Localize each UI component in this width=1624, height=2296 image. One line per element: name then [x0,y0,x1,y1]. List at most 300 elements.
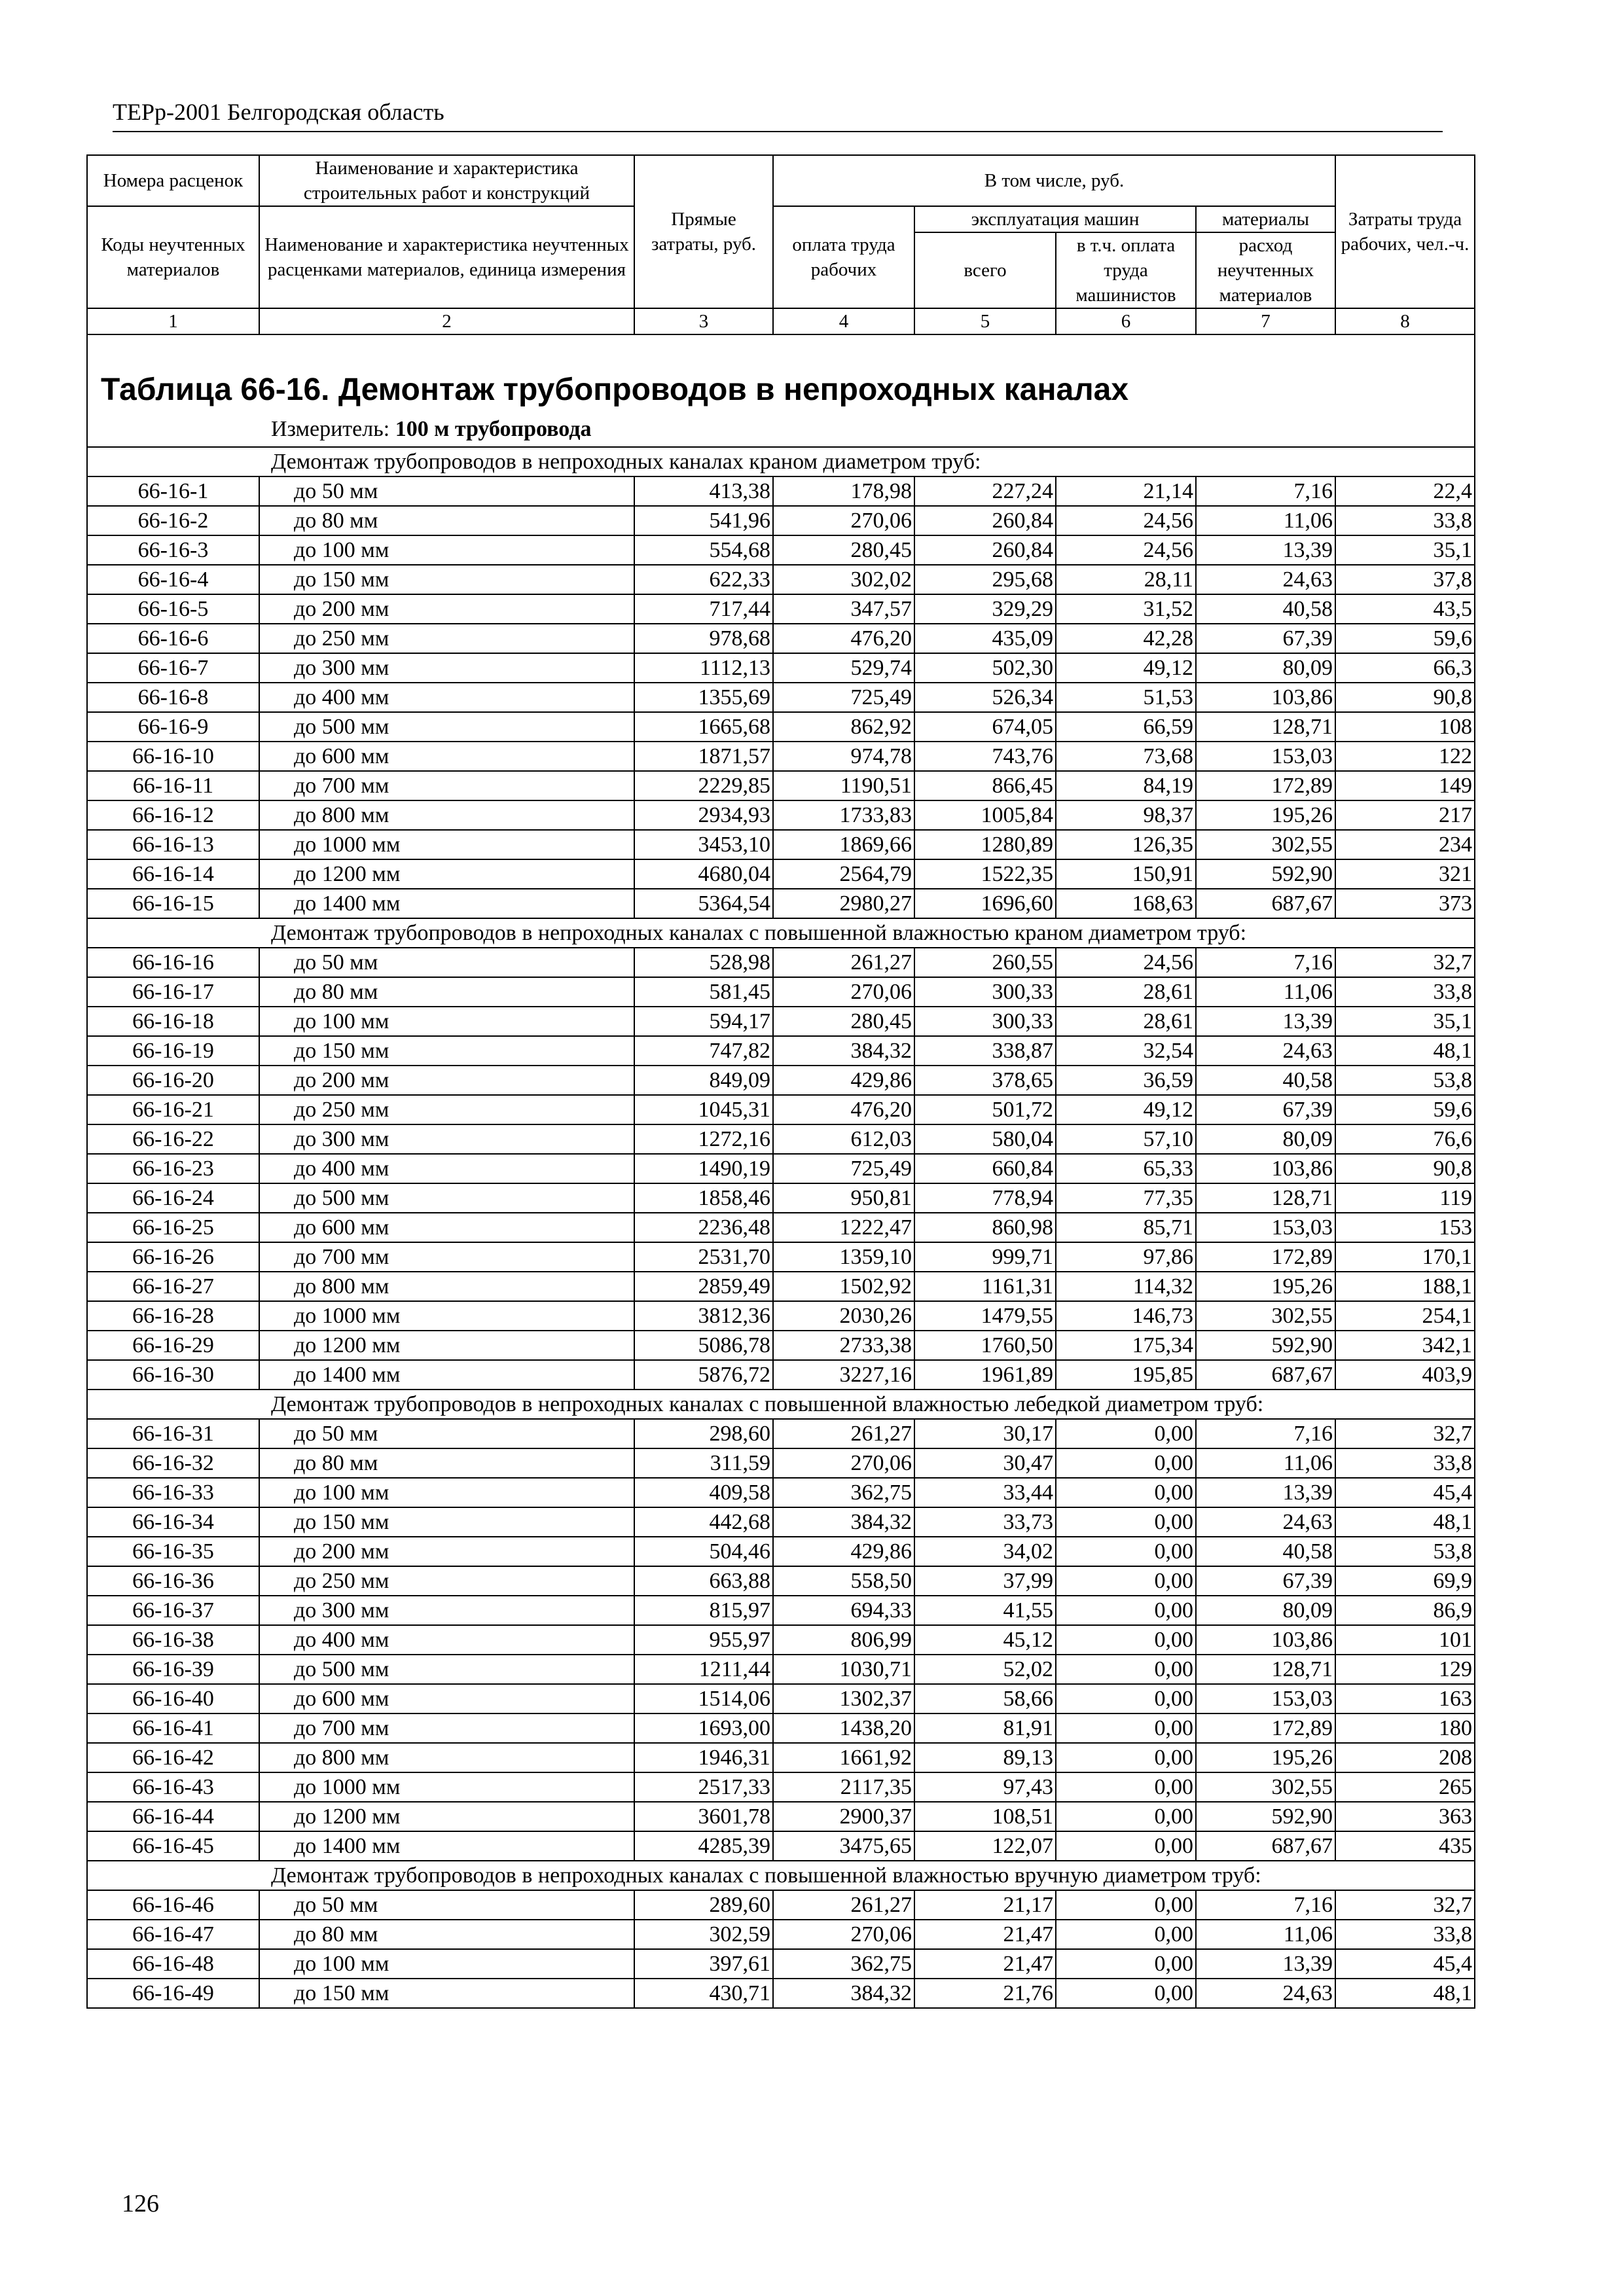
table-row [87,1213,1475,1242]
rate-code-cell: 66-16-35 [87,1537,259,1566]
section-header-row [87,918,1475,948]
materials-consumption-cell: 687,67 [1196,1360,1335,1390]
direct-costs-cell: 541,96 [634,506,773,535]
materials-consumption-cell: 592,90 [1196,859,1335,889]
materials-consumption-header: расход неучтенных материалов [1196,232,1335,308]
work-name-cell: до 700 мм [259,771,634,800]
workers-wages-cell: 429,86 [773,1066,914,1095]
workers-wages-cell: 558,50 [773,1566,914,1596]
operators-wages-cell: 0,00 [1056,1625,1196,1655]
labor-costs-cell: 254,1 [1335,1301,1475,1331]
materials-consumption-cell: 592,90 [1196,1802,1335,1831]
direct-costs-cell: 409,58 [634,1478,773,1507]
rate-code-cell: 66-16-11 [87,771,259,800]
rate-code-cell: 66-16-22 [87,1124,259,1154]
materials-consumption-cell: 302,55 [1196,1301,1335,1331]
workers-wages-cell: 270,06 [773,1920,914,1949]
col1-top-header: Номера расценок [87,155,259,206]
operators-wages-cell: 0,00 [1056,1655,1196,1684]
column-number: 5 [914,308,1056,334]
table-row [87,1979,1475,2008]
machines-total-cell: 81,91 [914,1713,1056,1743]
work-name-cell: до 500 мм [259,1183,634,1213]
operators-wages-cell: 195,85 [1056,1360,1196,1390]
direct-costs-cell: 1490,19 [634,1154,773,1183]
table-row [87,977,1475,1007]
materials-consumption-cell: 103,86 [1196,1625,1335,1655]
page-number: 126 [122,2190,159,2217]
table-row [87,1831,1475,1861]
machines-total-cell: 1479,55 [914,1301,1056,1331]
rate-code-cell: 66-16-10 [87,742,259,771]
direct-costs-cell: 2236,48 [634,1213,773,1242]
rate-code-cell: 66-16-47 [87,1920,259,1949]
machines-total-cell: 338,87 [914,1036,1056,1066]
labor-costs-cell: 373 [1335,889,1475,918]
machines-total-cell: 227,24 [914,476,1056,506]
workers-wages-cell: 261,27 [773,1890,914,1920]
workers-wages-cell: 2900,37 [773,1802,914,1831]
work-name-cell: до 250 мм [259,624,634,653]
materials-consumption-cell: 13,39 [1196,535,1335,565]
work-name-cell: до 200 мм [259,594,634,624]
labor-costs-header: Затраты труда рабочих, чел.-ч. [1335,155,1475,308]
work-name-cell: до 150 мм [259,565,634,594]
machines-total-cell: 660,84 [914,1154,1056,1183]
direct-costs-cell: 302,59 [634,1920,773,1949]
work-name-cell: до 400 мм [259,683,634,712]
labor-costs-cell: 35,1 [1335,1007,1475,1036]
rate-code-cell: 66-16-37 [87,1596,259,1625]
rate-code-cell: 66-16-29 [87,1331,259,1360]
materials-consumption-cell: 128,71 [1196,1655,1335,1684]
direct-costs-cell: 1355,69 [634,683,773,712]
operators-wages-cell: 0,00 [1056,1684,1196,1713]
direct-costs-header: Прямые затраты, руб. [634,155,773,308]
machines-total-cell: 21,47 [914,1949,1056,1979]
table-row [87,1684,1475,1713]
machines-total-cell: 30,17 [914,1419,1056,1448]
rate-code-cell: 66-16-26 [87,1242,259,1272]
col2-top-header: Наименование и характеристика строительных работ и конструкций [259,155,634,206]
labor-costs-cell: 22,4 [1335,476,1475,506]
machines-total-cell: 743,76 [914,742,1056,771]
table-row [87,889,1475,918]
rate-code-cell: 66-16-19 [87,1036,259,1066]
labor-costs-cell: 37,8 [1335,565,1475,594]
materials-consumption-cell: 40,58 [1196,1537,1335,1566]
direct-costs-cell: 1946,31 [634,1743,773,1772]
materials-consumption-cell: 103,86 [1196,1154,1335,1183]
rate-code-cell: 66-16-45 [87,1831,259,1861]
materials-header: материалы [1196,206,1335,232]
page-header: ТЕРр-2001 Белгородская область [113,99,444,125]
table-row [87,1124,1475,1154]
table-row [87,1566,1475,1596]
rate-code-cell: 66-16-5 [87,594,259,624]
materials-consumption-cell: 13,39 [1196,1478,1335,1507]
direct-costs-cell: 1858,46 [634,1183,773,1213]
machines-total-cell: 52,02 [914,1655,1056,1684]
column-number: 7 [1196,308,1335,334]
labor-costs-cell: 33,8 [1335,977,1475,1007]
table-row [87,800,1475,830]
rate-code-cell: 66-16-4 [87,565,259,594]
column-number: 6 [1056,308,1196,334]
column-number: 8 [1335,308,1475,334]
labor-costs-cell: 76,6 [1335,1124,1475,1154]
machines-total-cell: 1161,31 [914,1272,1056,1301]
work-name-cell: до 400 мм [259,1625,634,1655]
operators-wages-cell: 85,71 [1056,1213,1196,1242]
header-rule [113,131,1443,132]
operators-wages-cell: 28,61 [1056,977,1196,1007]
table-row [87,1007,1475,1036]
machines-total-cell: 580,04 [914,1124,1056,1154]
labor-costs-cell: 43,5 [1335,594,1475,624]
table-row [87,1596,1475,1625]
materials-consumption-cell: 153,03 [1196,742,1335,771]
materials-consumption-cell: 40,58 [1196,1066,1335,1095]
workers-wages-cell: 384,32 [773,1507,914,1537]
materials-consumption-cell: 24,63 [1196,1979,1335,2008]
col2-bottom-header: Наименование и характеристика неучтенных расценками материалов, единица измерения [259,206,634,308]
operators-wages-cell: 21,14 [1056,476,1196,506]
work-name-cell: до 1400 мм [259,1360,634,1390]
operators-wages-cell: 0,00 [1056,1566,1196,1596]
labor-costs-cell: 45,4 [1335,1478,1475,1507]
direct-costs-cell: 594,17 [634,1007,773,1036]
direct-costs-cell: 5364,54 [634,889,773,918]
operators-wages-cell: 0,00 [1056,1772,1196,1802]
labor-costs-cell: 33,8 [1335,506,1475,535]
materials-consumption-cell: 153,03 [1196,1213,1335,1242]
table-row [87,506,1475,535]
labor-costs-cell: 86,9 [1335,1596,1475,1625]
materials-consumption-cell: 7,16 [1196,948,1335,977]
workers-wages-cell: 347,57 [773,594,914,624]
work-name-cell: до 50 мм [259,1419,634,1448]
table-row [87,1772,1475,1802]
direct-costs-cell: 4680,04 [634,859,773,889]
table-row [87,1301,1475,1331]
direct-costs-cell: 1045,31 [634,1095,773,1124]
machines-total-cell: 1760,50 [914,1331,1056,1360]
work-name-cell: до 50 мм [259,948,634,977]
direct-costs-cell: 978,68 [634,624,773,653]
operators-wages-cell: 84,19 [1056,771,1196,800]
table-row [87,1242,1475,1272]
materials-consumption-cell: 67,39 [1196,1095,1335,1124]
machines-total-cell: 97,43 [914,1772,1056,1802]
rate-code-cell: 66-16-39 [87,1655,259,1684]
work-name-cell: до 1400 мм [259,889,634,918]
rate-code-cell: 66-16-48 [87,1949,259,1979]
rate-code-cell: 66-16-13 [87,830,259,859]
machines-total-cell: 21,47 [914,1920,1056,1949]
materials-consumption-cell: 24,63 [1196,1036,1335,1066]
workers-wages-cell: 3475,65 [773,1831,914,1861]
direct-costs-cell: 1112,13 [634,653,773,683]
measure-label: Измеритель: [271,417,390,441]
work-name-cell: до 250 мм [259,1566,634,1596]
wages-header: оплата труда рабочих [773,206,914,308]
materials-consumption-cell: 153,03 [1196,1684,1335,1713]
direct-costs-cell: 413,38 [634,476,773,506]
machines-total-cell: 866,45 [914,771,1056,800]
materials-consumption-cell: 687,67 [1196,889,1335,918]
work-name-cell: до 1200 мм [259,1802,634,1831]
rate-code-cell: 66-16-15 [87,889,259,918]
operators-wages-cell: 31,52 [1056,594,1196,624]
section-header-row [87,1390,1475,1419]
table-row [87,712,1475,742]
workers-wages-cell: 1661,92 [773,1743,914,1772]
machines-total-cell: 999,71 [914,1242,1056,1272]
workers-wages-cell: 270,06 [773,506,914,535]
labor-costs-cell: 53,8 [1335,1066,1475,1095]
direct-costs-cell: 663,88 [634,1566,773,1596]
rate-code-cell: 66-16-41 [87,1713,259,1743]
direct-costs-cell: 5086,78 [634,1331,773,1360]
rate-code-cell: 66-16-6 [87,624,259,653]
table-row [87,1448,1475,1478]
materials-consumption-cell: 80,09 [1196,1124,1335,1154]
operators-wages-cell: 57,10 [1056,1124,1196,1154]
rates-table [86,154,1475,2009]
labor-costs-cell: 180 [1335,1713,1475,1743]
table-row [87,1655,1475,1684]
labor-costs-cell: 163 [1335,1684,1475,1713]
workers-wages-cell: 725,49 [773,683,914,712]
work-name-cell: до 150 мм [259,1507,634,1537]
rate-code-cell: 66-16-7 [87,653,259,683]
labor-costs-cell: 129 [1335,1655,1475,1684]
workers-wages-cell: 1030,71 [773,1655,914,1684]
rate-code-cell: 66-16-24 [87,1183,259,1213]
rate-code-cell: 66-16-49 [87,1979,259,2008]
col1-bottom-header: Коды неучтенных материалов [87,206,259,308]
table-row [87,742,1475,771]
operators-wages-cell: 24,56 [1056,535,1196,565]
table-row [87,1949,1475,1979]
machines-total-cell: 260,55 [914,948,1056,977]
operators-wages-cell: 0,00 [1056,1507,1196,1537]
workers-wages-cell: 302,02 [773,565,914,594]
table-row [87,624,1475,653]
rate-code-cell: 66-16-42 [87,1743,259,1772]
operators-wages-cell: 0,00 [1056,1419,1196,1448]
operators-wages-cell: 126,35 [1056,830,1196,859]
work-name-cell: до 300 мм [259,1124,634,1154]
work-name-cell: до 150 мм [259,1979,634,2008]
operators-wages-cell: 65,33 [1056,1154,1196,1183]
work-name-cell: до 300 мм [259,1596,634,1625]
work-name-cell: до 1000 мм [259,1772,634,1802]
direct-costs-cell: 1211,44 [634,1655,773,1684]
materials-consumption-cell: 7,16 [1196,1890,1335,1920]
machines-total-cell: 37,99 [914,1566,1056,1596]
rate-code-cell: 66-16-31 [87,1419,259,1448]
direct-costs-cell: 1693,00 [634,1713,773,1743]
labor-costs-cell: 363 [1335,1802,1475,1831]
workers-wages-cell: 2733,38 [773,1331,914,1360]
operators-wages-cell: 0,00 [1056,1478,1196,1507]
workers-wages-cell: 862,92 [773,712,914,742]
machines-total-cell: 58,66 [914,1684,1056,1713]
table-row [87,1066,1475,1095]
rate-code-cell: 66-16-17 [87,977,259,1007]
direct-costs-cell: 4285,39 [634,1831,773,1861]
table-row [87,1743,1475,1772]
workers-wages-cell: 974,78 [773,742,914,771]
table-row [87,1890,1475,1920]
table-row [87,1713,1475,1743]
labor-costs-cell: 59,6 [1335,1095,1475,1124]
rate-code-cell: 66-16-46 [87,1890,259,1920]
direct-costs-cell: 3812,36 [634,1301,773,1331]
direct-costs-cell: 2859,49 [634,1272,773,1301]
machines-total-cell: 260,84 [914,535,1056,565]
table-row [87,1331,1475,1360]
work-name-cell: до 80 мм [259,1448,634,1478]
work-name-cell: до 600 мм [259,742,634,771]
table-row [87,771,1475,800]
work-name-cell: до 100 мм [259,1007,634,1036]
operators-wages-cell: 0,00 [1056,1713,1196,1743]
workers-wages-cell: 1190,51 [773,771,914,800]
workers-wages-cell: 362,75 [773,1949,914,1979]
operators-wages-cell: 24,56 [1056,506,1196,535]
direct-costs-cell: 3453,10 [634,830,773,859]
operators-wages-cell: 51,53 [1056,683,1196,712]
direct-costs-cell: 3601,78 [634,1802,773,1831]
machines-total-cell: 674,05 [914,712,1056,742]
rate-code-cell: 66-16-16 [87,948,259,977]
operators-wages-cell: 73,68 [1056,742,1196,771]
table-row [87,1360,1475,1390]
operators-wages-cell: 0,00 [1056,1979,1196,2008]
table-row [87,948,1475,977]
operators-wages-cell: 42,28 [1056,624,1196,653]
table-row [87,1154,1475,1183]
labor-costs-cell: 66,3 [1335,653,1475,683]
section-header-row [87,1861,1475,1890]
operators-wages-cell: 28,61 [1056,1007,1196,1036]
labor-costs-cell: 149 [1335,771,1475,800]
direct-costs-cell: 581,45 [634,977,773,1007]
operators-wages-cell: 0,00 [1056,1920,1196,1949]
operators-wages-cell: 150,91 [1056,859,1196,889]
rate-code-cell: 66-16-18 [87,1007,259,1036]
labor-costs-cell: 321 [1335,859,1475,889]
operators-wages-cell: 49,12 [1056,1095,1196,1124]
direct-costs-cell: 1871,57 [634,742,773,771]
operators-wages-cell: 36,59 [1056,1066,1196,1095]
workers-wages-cell: 2980,27 [773,889,914,918]
table-row [87,1095,1475,1124]
machines-total-cell: 300,33 [914,1007,1056,1036]
materials-consumption-cell: 67,39 [1196,624,1335,653]
direct-costs-cell: 2517,33 [634,1772,773,1802]
machines-total-cell: 21,76 [914,1979,1056,2008]
rate-code-cell: 66-16-23 [87,1154,259,1183]
table-body [87,334,1475,2008]
machines-total-cell: 501,72 [914,1095,1056,1124]
operators-wages-cell: 175,34 [1056,1331,1196,1360]
workers-wages-cell: 178,98 [773,476,914,506]
rate-code-cell: 66-16-44 [87,1802,259,1831]
operators-wages-cell: 146,73 [1056,1301,1196,1331]
table-row [87,859,1475,889]
section-title: Демонтаж трубопроводов в непроходных каналах с повышенной влажностью краном диаметром труб: [87,918,1475,948]
labor-costs-cell: 48,1 [1335,1507,1475,1537]
machines-total-cell: 778,94 [914,1183,1056,1213]
machines-total-cell: 1522,35 [914,859,1056,889]
materials-consumption-cell: 24,63 [1196,565,1335,594]
section-title: Демонтаж трубопроводов в непроходных каналах с повышенной влажностью вручную диаметром труб: [87,1861,1475,1890]
workers-wages-cell: 476,20 [773,1095,914,1124]
table-row [87,594,1475,624]
operators-wages-cell: 77,35 [1056,1183,1196,1213]
rate-code-cell: 66-16-20 [87,1066,259,1095]
labor-costs-cell: 234 [1335,830,1475,859]
operators-wages-cell: 32,54 [1056,1036,1196,1066]
rate-code-cell: 66-16-28 [87,1301,259,1331]
rate-code-cell: 66-16-36 [87,1566,259,1596]
machines-total-cell: 295,68 [914,565,1056,594]
machines-total-cell: 1280,89 [914,830,1056,859]
operators-wages-cell: 97,86 [1056,1242,1196,1272]
operators-wages-cell: 24,56 [1056,948,1196,977]
machines-total-cell: 89,13 [914,1743,1056,1772]
table-row [87,1036,1475,1066]
materials-consumption-cell: 195,26 [1196,800,1335,830]
materials-consumption-cell: 128,71 [1196,712,1335,742]
workers-wages-cell: 694,33 [773,1596,914,1625]
workers-wages-cell: 270,06 [773,977,914,1007]
direct-costs-cell: 1272,16 [634,1124,773,1154]
machines-total-cell: 502,30 [914,653,1056,683]
rate-code-cell: 66-16-33 [87,1478,259,1507]
operators-wages-cell: 98,37 [1056,800,1196,830]
machines-total-header: всего [914,232,1056,308]
materials-consumption-cell: 24,63 [1196,1507,1335,1537]
work-name-cell: до 700 мм [259,1242,634,1272]
machines-total-cell: 30,47 [914,1448,1056,1478]
machines-total-cell: 526,34 [914,683,1056,712]
work-name-cell: до 500 мм [259,712,634,742]
machines-total-cell: 45,12 [914,1625,1056,1655]
materials-consumption-cell: 11,06 [1196,977,1335,1007]
section-header-row [87,447,1475,476]
table-row [87,1183,1475,1213]
work-name-cell: до 400 мм [259,1154,634,1183]
rate-code-cell: 66-16-1 [87,476,259,506]
labor-costs-cell: 108 [1335,712,1475,742]
work-name-cell: до 80 мм [259,1920,634,1949]
workers-wages-cell: 362,75 [773,1478,914,1507]
work-name-cell: до 1200 мм [259,859,634,889]
direct-costs-cell: 311,59 [634,1448,773,1478]
table-row [87,1920,1475,1949]
operators-wages-cell: 0,00 [1056,1448,1196,1478]
workers-wages-cell: 2117,35 [773,1772,914,1802]
direct-costs-cell: 2934,93 [634,800,773,830]
labor-costs-cell: 101 [1335,1625,1475,1655]
direct-costs-cell: 1665,68 [634,712,773,742]
including-group-header: В том числе, руб. [773,155,1335,206]
